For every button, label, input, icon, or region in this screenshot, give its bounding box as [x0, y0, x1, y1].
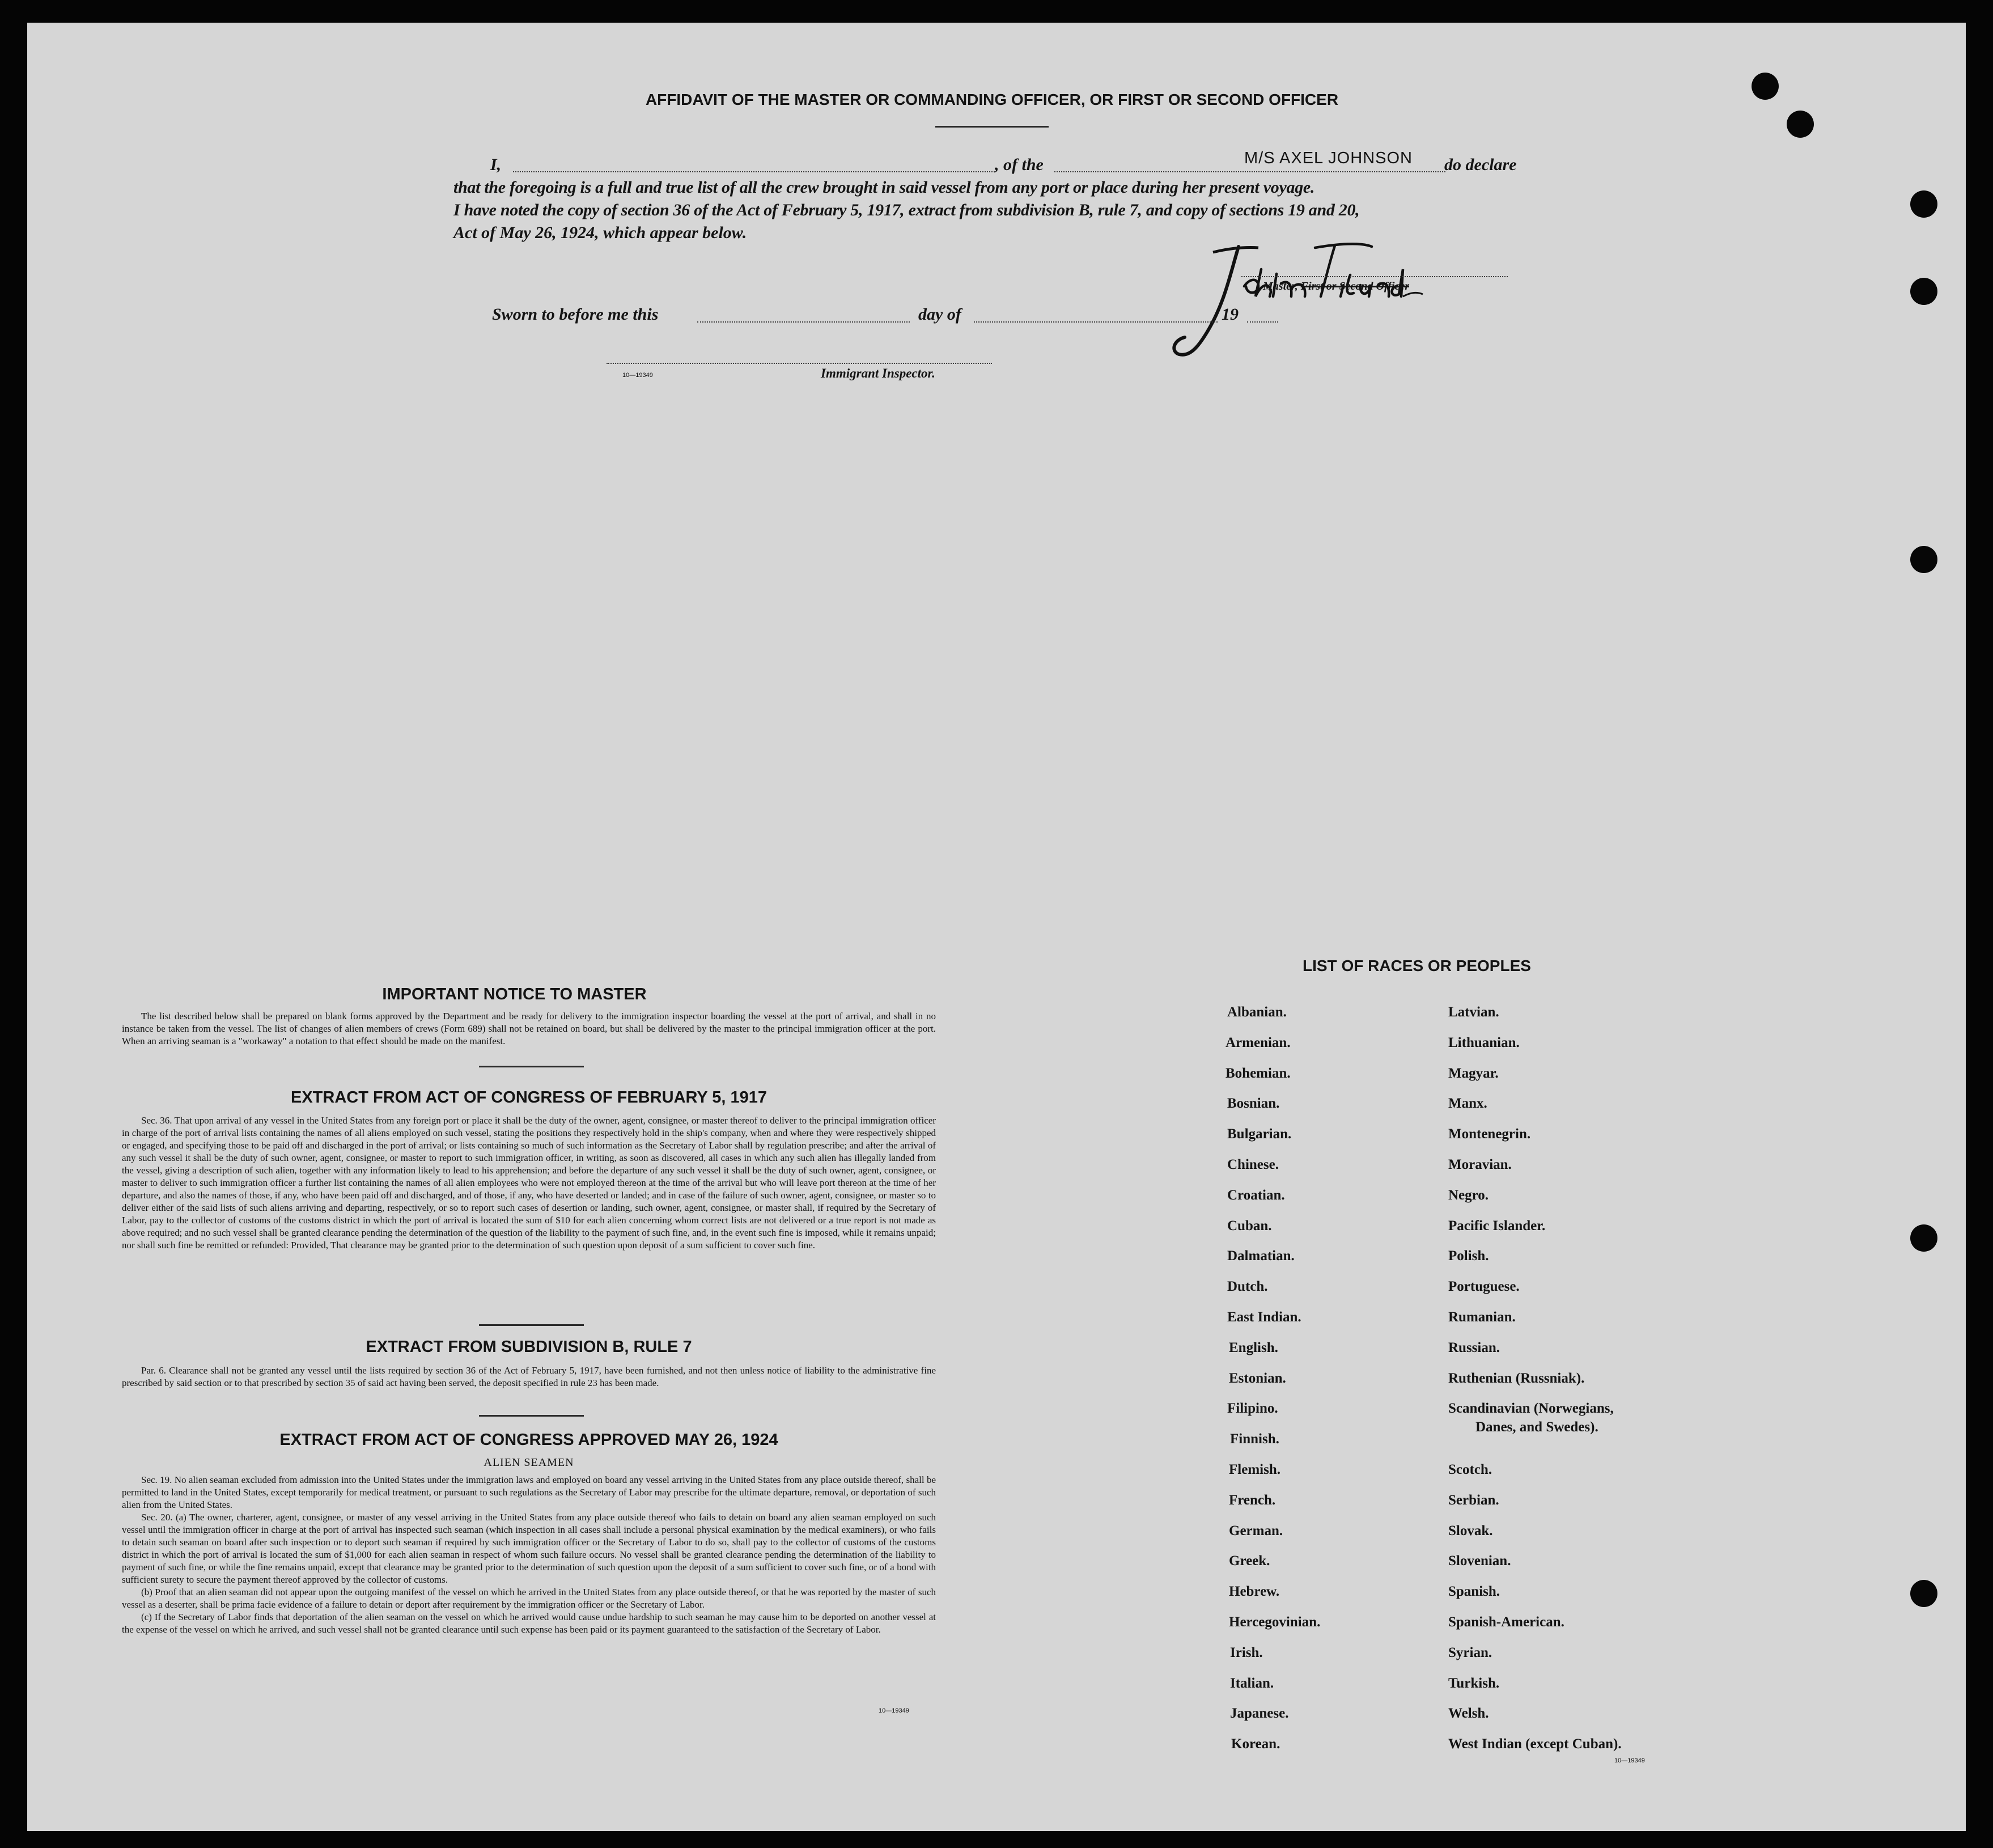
affidavit-line-3: I have noted the copy of section 36 of the Act of February 5, 1917, extract from subdivision B, rule 7, and copy of sections 19 and 20,	[453, 201, 1360, 219]
extract1924-text	[122, 1474, 936, 1636]
race-item: Bulgarian.	[1227, 1126, 1292, 1142]
notice-text	[122, 1010, 936, 1048]
race-item: West Indian (except Cuban).	[1448, 1736, 1622, 1752]
affidavit-do-declare: do declare	[1444, 155, 1517, 174]
subdivision-paragraph: Par. 6. Clearance shall not be granted any vessel until the lists required by section 36 of the Act of February 5, 1917, have been furnished, and not then unless notice of liability to the administrative fine prescribed by said section or to that prescribed by section 35 of said act having been served, the deposit specified in rule 23 has been made.	[122, 1365, 936, 1388]
subdivision-title: EXTRACT FROM SUBDIVISION B, RULE 7	[366, 1338, 692, 1356]
form-number: 10—19349	[622, 372, 653, 379]
affidavit-of-the: , of the	[995, 155, 1044, 174]
race-item: Bohemian.	[1226, 1066, 1291, 1081]
races-title: LIST OF RACES OR PEOPLES	[1303, 957, 1531, 974]
affidavit-i-label: I,	[490, 155, 502, 174]
race-item: Ruthenian (Russniak).	[1448, 1371, 1585, 1386]
race-item: Turkish.	[1448, 1676, 1500, 1691]
race-item: Rumanian.	[1448, 1309, 1516, 1325]
race-item: Slovenian.	[1448, 1553, 1511, 1569]
race-item: Filipino.	[1227, 1401, 1278, 1416]
form-number: 10—19349	[879, 1707, 909, 1714]
race-item: Chinese.	[1227, 1157, 1279, 1172]
notice-title: IMPORTANT NOTICE TO MASTER	[382, 985, 647, 1003]
race-item: Scotch.	[1448, 1462, 1492, 1477]
extract1924-subtitle: ALIEN SEAMEN	[484, 1456, 574, 1469]
race-item: Serbian.	[1448, 1493, 1499, 1508]
notice-paragraph: The list described below shall be prepared on blank forms approved by the Department and be ready for delivery to the immigration inspector boarding the vessel at the port of arrival, and shall in no instance be taken from the vessel. The list of changes of alien members of crews (Form 689) shall not be retained on board, but shall be delivered by the master to the principal immigration officer at the port. When an arriving seaman is a "workaway" a notation to that effect should be made on the manifest.	[122, 1011, 936, 1046]
name-field[interactable]	[513, 170, 995, 172]
race-item: English.	[1229, 1340, 1278, 1355]
signature-text	[1190, 249, 1194, 250]
race-item: Portuguese.	[1448, 1279, 1520, 1294]
subdivision-text	[122, 1364, 936, 1389]
binder-hole	[1910, 190, 1937, 218]
extract1924-title: EXTRACT FROM ACT OF CONGRESS APPROVED MAY 26, 1924	[279, 1431, 778, 1449]
master-label	[1263, 280, 1409, 293]
divider	[479, 1066, 584, 1067]
race-item: Slovak.	[1448, 1523, 1493, 1538]
race-item: Moravian.	[1448, 1157, 1512, 1172]
signature-line	[1241, 275, 1508, 277]
race-item: Japanese.	[1230, 1706, 1289, 1721]
race-item: East Indian.	[1227, 1309, 1301, 1325]
sec20a-paragraph: Sec. 20. (a) The owner, charterer, agent, consignee, or master of any vessel arriving in the United States from any place outside thereof who fails to detain on board any alien seaman employed on such vessel until the immigration officer in charge at the port of arrival has inspected such seaman (which inspection in all cases shall include a personal physical examination by the medical examiners), or who fails to detain such seaman on board after such inspection or to deport such seaman if required by such immigration officer or the Secretary of Labor to do so, shall pay to the collector of customs of the customs district in which the port of arrival is located the sum of $1,000 for each alien seaman in respect of whom such failure occurs. No vessel shall be granted clearance pending the determination of the liability to payment of such fine, or while the fine remains unpaid, except that clearance may be granted prior to the determination of such question upon the deposit of a sum sufficient to cover such fine, or of a bond with sufficient surety to secure the payment thereof approved by the collector of customs.	[122, 1512, 936, 1585]
race-item: Croatian.	[1227, 1188, 1285, 1203]
race-item: Hercegovinian.	[1229, 1614, 1321, 1630]
divider	[479, 1415, 584, 1417]
race-item: Italian.	[1230, 1676, 1274, 1691]
binder-hole	[1910, 278, 1937, 305]
binder-hole	[1787, 111, 1814, 138]
race-item: Lithuanian.	[1448, 1035, 1520, 1050]
inspector-label: Immigrant Inspector.	[821, 366, 935, 380]
binder-hole	[1910, 1224, 1937, 1252]
race-item: German.	[1229, 1523, 1283, 1538]
sec20b-paragraph: (b) Proof that an alien seaman did not appear upon the outgoing manifest of the vessel on which he arrived in the United States from any place outside thereof, or that he was reported by the master of such vessel as a deserter, shall be prima facie evidence of a failure to detain or deport after requirement by the immigration officer or the Secretary of Labor.	[122, 1587, 936, 1610]
race-item: Armenian.	[1226, 1035, 1291, 1050]
race-item: Scandinavian (Norwegians,	[1448, 1401, 1614, 1416]
race-item: Negro.	[1448, 1188, 1489, 1203]
sworn-year-field[interactable]	[1247, 320, 1278, 323]
binder-hole	[1910, 1580, 1937, 1607]
race-item: Dutch.	[1227, 1279, 1268, 1294]
race-item: Estonian.	[1229, 1371, 1286, 1386]
extract1917-paragraph: Sec. 36. That upon arrival of any vessel in the United States from any foreign port or place it shall be the duty of the owner, agent, consignee, or master thereof to deliver to the principal immigration officer in charge of the port of arrival lists containing the names of all aliens employed on such vessel, stating the positions they respectively hold in the ship's company, when and where they were respectively shipped or engaged, and specifying those to be paid off and discharged in the port of arrival; or lists containing so much of such information as the Secretary of Labor shall by regulation prescribe; and after the arrival of any such vessel it shall be the duty of such owner, agent, consignee, or master to report to such immigration officer, in writing, as soon as discovered, all cases in which any such alien has illegally landed from the vessel, giving a description of such alien, together with any information likely to lead to his apprehension; and before the departure of any such vessel it shall be the duty of such owner, agent, consignee, or master to deliver to such immigration officer a further list containing the names of all alien employees who were not employed thereon at the time of the arrival but who will leave port thereon at the time of her departure, and also the names of those, if any, who have been paid off and discharged, and of those, if any, who have deserted or landed; and in case of the failure of such owner, agent, consignee, or master so to deliver either of the said lists of such aliens arriving and departing, respectively, or so to report such cases of desertion or landing, such owner, agent, consignee, or master shall, if required by the Secretary of Labor, pay to the collector of customs of the customs district in which the port of arrival is located the sum of $10 for each alien concerning whom correct lists are not delivered or a true report is not made as above required; and no such vessel shall be granted clearance pending the determination of the question of the liability to the payment of such fine, and, in the event such fine is imposed, while it remains unpaid; nor shall such fine be remitted or refunded: Provided, That clearance may be granted prior to the determination of such question upon deposit of a sum sufficient to cover such fine.	[122, 1115, 936, 1251]
race-item: Hebrew.	[1229, 1584, 1280, 1599]
sec19-paragraph: Sec. 19. No alien seaman excluded from admission into the United States under the immigration laws and employed on board any vessel arriving in the United States from any place outside thereof, shall be permitted to land in the United States, except temporarily for medical treatment, or pursuant to such regulations as the Secretary of Labor may prescribe for the ultimate departure, removal, or deportation of such alien from the United States.	[122, 1474, 936, 1510]
race-item: Spanish.	[1448, 1584, 1500, 1599]
form-number: 10—19349	[1614, 1757, 1645, 1764]
binder-hole	[1910, 546, 1937, 573]
day-of-label: day of	[918, 305, 961, 324]
race-item: Greek.	[1229, 1553, 1270, 1569]
race-item: Latvian.	[1448, 1004, 1499, 1020]
extract1917-text	[122, 1114, 936, 1252]
sec20c-paragraph: (c) If the Secretary of Labor finds that deportation of the alien seaman on the vessel on which he arrived would cause undue hardship to such seaman he may cause him to be deported on another vessel at the expense of the vessel on which he arrived, and such vessel shall not be granted clearance until such expense has been paid or its payment guaranteed to the satisfaction of the Secretary of Labor.	[122, 1612, 936, 1635]
sworn-label: Sworn to before me this	[492, 305, 659, 324]
race-item: Irish.	[1230, 1645, 1263, 1660]
master-struck-text: First or Second Officer	[1300, 280, 1409, 293]
vessel-name: M/S AXEL JOHNSON	[1244, 149, 1413, 167]
race-item: Pacific Islander.	[1448, 1218, 1546, 1234]
race-item: Polish.	[1448, 1248, 1489, 1264]
race-item: Bosnian.	[1227, 1096, 1280, 1111]
race-item: Korean.	[1231, 1736, 1280, 1752]
sworn-month-field[interactable]	[974, 320, 1218, 323]
race-item: Cuban.	[1227, 1218, 1272, 1234]
race-item: Magyar.	[1448, 1066, 1499, 1081]
race-item: Russian.	[1448, 1340, 1500, 1355]
affidavit-line-4: Act of May 26, 1924, which appear below.	[453, 223, 747, 242]
sworn-day-field[interactable]	[697, 320, 910, 323]
race-item: Finnish.	[1230, 1431, 1279, 1447]
race-item: Albanian.	[1227, 1004, 1287, 1020]
master-label-text: Master,	[1263, 280, 1301, 293]
race-item: Syrian.	[1448, 1645, 1492, 1660]
race-item: Flemish.	[1229, 1462, 1280, 1477]
master-signature	[1145, 230, 1519, 366]
race-item: Spanish-American.	[1448, 1614, 1564, 1630]
race-item: Dalmatian.	[1227, 1248, 1295, 1264]
race-item: French.	[1229, 1493, 1276, 1508]
race-item: Manx.	[1448, 1096, 1487, 1111]
race-item: Danes, and Swedes).	[1475, 1419, 1598, 1435]
affidavit-title: AFFIDAVIT OF THE MASTER OR COMMANDING OFFICER, OR FIRST OR SECOND OFFICER	[645, 91, 1339, 108]
extract1917-title: EXTRACT FROM ACT OF CONGRESS OF FEBRUARY 5, 1917	[290, 1088, 767, 1107]
binder-hole	[1752, 73, 1779, 100]
race-item: Welsh.	[1448, 1706, 1489, 1721]
inspector-signature-line[interactable]	[607, 362, 992, 364]
vessel-field[interactable]	[1054, 170, 1445, 172]
year-label: , 19	[1213, 305, 1239, 324]
divider	[935, 126, 1049, 128]
race-item: Montenegrin.	[1448, 1126, 1531, 1142]
divider	[479, 1324, 584, 1326]
affidavit-line-2: that the foregoing is a full and true list of all the crew brought in said vessel from any port or place during her present voyage.	[453, 178, 1315, 197]
